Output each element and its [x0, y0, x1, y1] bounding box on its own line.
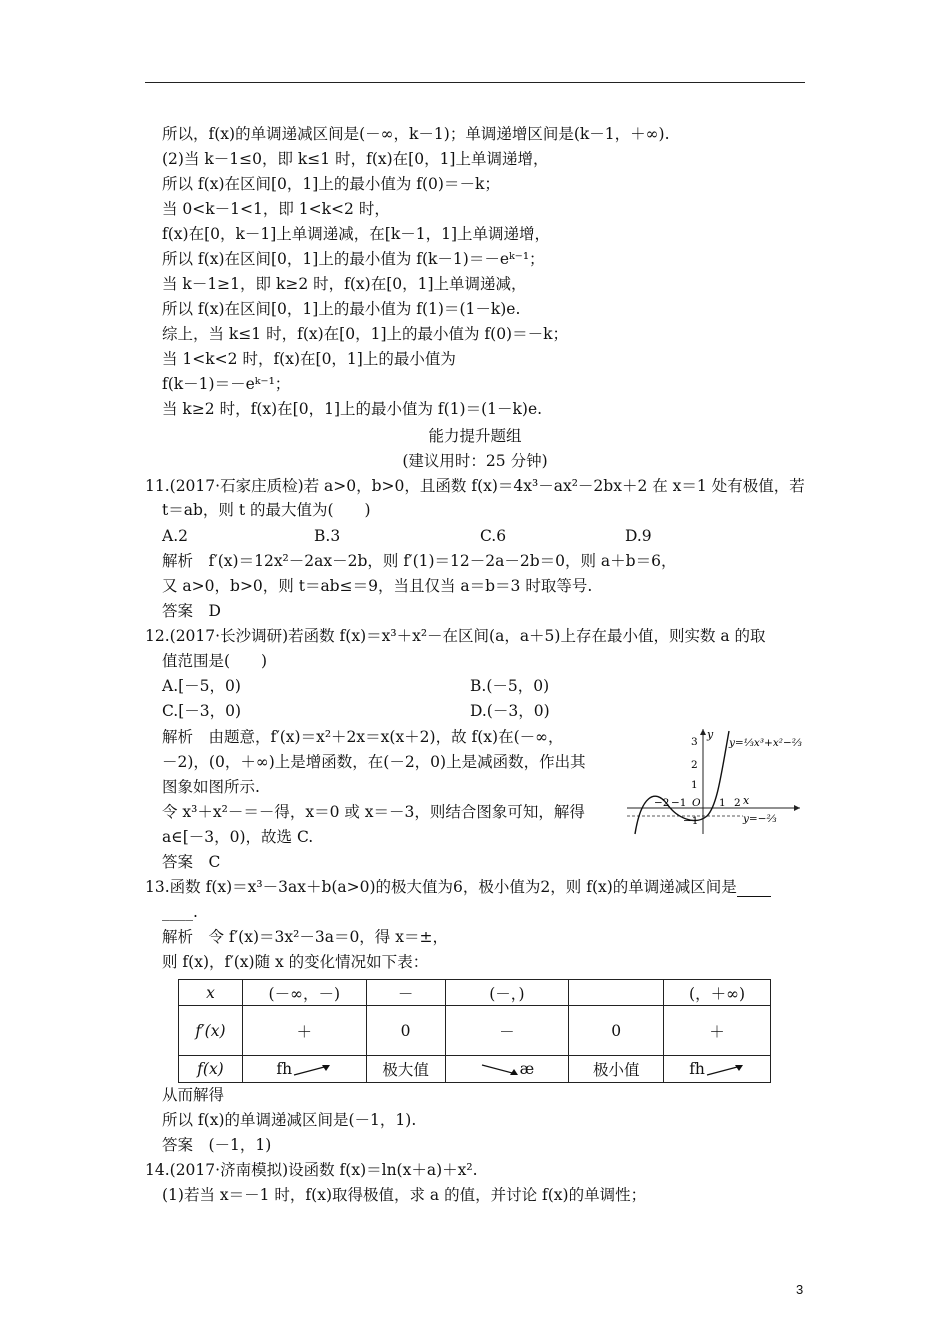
text-line: 当 k≥2 时，f(x)在[0，1]上的最小值为 f(1)＝(1－k)e. [162, 400, 543, 418]
q12-option-c: C.[－3，0) [162, 702, 242, 720]
text-line: 所以 f(x)的单调递减区间是(－1，1). [162, 1111, 417, 1129]
tick-y-2: 2 [691, 759, 698, 771]
table-row [179, 980, 771, 1006]
tick-x-neg2: −2 [654, 797, 670, 809]
text-line: 从而解得 [162, 1086, 225, 1104]
text-line: 图象如图所示. [162, 778, 260, 796]
origin-label: O [692, 797, 701, 809]
table-row [179, 1006, 771, 1056]
text-line: 又 a>0，b>0，则 t＝ab≤＝9，当且仅当 a＝b＝3 时取等号. [162, 577, 593, 595]
increasing-arrow-cell: fh [689, 1060, 745, 1078]
table-cell: ＋ [242, 1006, 366, 1056]
text-line: (1)若当 x＝－1 时，f(x)取得极值，求 a 的值，并讨论 f(x)的单调性； [162, 1186, 647, 1204]
table-cell: － [366, 980, 445, 1006]
tick-x-neg1: −1 [671, 797, 687, 809]
table-cell: f′(x) [179, 1006, 243, 1056]
table-cell: － [445, 1006, 569, 1056]
page-number: 3 [796, 1282, 804, 1297]
text-line: 解析 令 f′(x)＝3x²－3a＝0，得 x＝±， [162, 928, 448, 946]
tick-x-1: 1 [719, 797, 726, 809]
text-line: 12.(2017·长沙调研)若函数 f(x)＝x³＋x²－在区间(a，a＋5)上存在最小值，则实数 a 的取 [145, 627, 766, 645]
table-cell [664, 1056, 771, 1083]
text-line: 所以 f(x)在区间[0，1]上的最小值为 f(1)＝(1－k)e. [162, 300, 521, 318]
text-line: 所以 f(x)在区间[0，1]上的最小值为 f(0)＝－k； [162, 175, 500, 193]
text-line: 令 x³＋x²－＝－得，x＝0 或 x＝－3，则结合图象可知，解得 [162, 803, 585, 821]
text-line: 当 1<k<2 时，f(x)在[0，1]上的最小值为 [162, 350, 456, 368]
up-arrow-icon [705, 1063, 745, 1077]
table-cell: 极大值 [366, 1056, 445, 1083]
section-title: 能力提升题组 [428, 427, 522, 445]
table-cell [242, 1056, 366, 1083]
variation-table [178, 979, 771, 1083]
text-line: t＝ab，则 t 的最大值为( ) [162, 501, 371, 519]
text-line: 则 f(x)，f′(x)随 x 的变化情况如下表： [162, 953, 429, 971]
table-cell: ＋ [664, 1006, 771, 1056]
q13-stem-text: 13.函数 f(x)＝x³－3ax＋b(a>0)的极大值为6，极小值为2，则 f(x)的单调递减区间是 [145, 878, 737, 896]
table-cell: f(x) [179, 1056, 243, 1083]
text-line: 解析 由题意，f′(x)＝x²＋2x＝x(x＋2)，故 f(x)在(－∞， [162, 728, 564, 746]
decreasing-arrow-cell: æ [480, 1060, 535, 1078]
up-arrow-icon [292, 1063, 332, 1077]
text-line: 答案 D [162, 602, 221, 620]
table-cell: (－，) [445, 980, 569, 1006]
section-subtitle: (建议用时：25 分钟) [402, 452, 548, 470]
down-arrow-icon [480, 1063, 520, 1077]
text-line: ____. [162, 903, 198, 921]
q12-option-a: A.[－5，0) [162, 677, 241, 695]
y-axis-arrow-icon [700, 729, 706, 735]
y-axis-label: y [707, 728, 714, 741]
text-line: f(k－1)＝－eᵏ⁻¹； [162, 375, 291, 393]
text-line: 14.(2017·济南模拟)设函数 f(x)＝ln(x＋a)＋x². [145, 1161, 478, 1179]
table-cell: x [179, 980, 243, 1006]
table-cell: 0 [366, 1006, 445, 1056]
tick-y-3: 3 [691, 736, 698, 748]
q12-option-d: D.(－3，0) [470, 702, 550, 720]
text-line: f(x)在[0，k－1]上单调递减，在[k－1，1]上单调递增， [162, 225, 550, 243]
header-rule [145, 82, 805, 83]
text-line: 当 0<k－1<1，即 1<k<2 时， [162, 200, 390, 218]
table-cell: 0 [569, 1006, 664, 1056]
q11-option-a: A.2 [162, 527, 188, 545]
curve-label: y=⅓x³+x²−⅔ [729, 737, 802, 749]
text-line: 解析 f′(x)＝12x²－2ax－2b，则 f′(1)＝12－2a－2b＝0，则 a＋b＝6， [162, 552, 677, 570]
text-line: (2)当 k－1≤0，即 k≤1 时，f(x)在[0，1]上单调递增， [162, 150, 549, 168]
text-line: 当 k－1≥1，即 k≥2 时，f(x)在[0，1]上单调递减， [162, 275, 527, 293]
table-row [179, 1056, 771, 1083]
q11-option-c: C.6 [480, 527, 507, 545]
table-cell: 极小值 [569, 1056, 664, 1083]
x-axis-label: x [743, 794, 750, 807]
table-cell: (－∞，－) [242, 980, 366, 1006]
text-line: 11.(2017·石家庄质检)若 a>0，b>0，且函数 f(x)＝4x³－ax²－2bx＋2 在 x＝1 处有极值，若 [145, 477, 805, 495]
table-cell: (，＋∞) [664, 980, 771, 1006]
text-line: a∈[－3，0)，故选 C. [162, 828, 314, 846]
function-graph [625, 726, 805, 836]
text-line: 答案 (－1，1) [162, 1136, 272, 1154]
tick-y-neg1: −1 [683, 815, 699, 827]
text-line: 综上，当 k≤1 时，f(x)在[0，1]上的最小值为 f(0)＝－k； [162, 325, 568, 343]
text-line: 所以 f(x)在区间[0，1]上的最小值为 f(k－1)＝－eᵏ⁻¹； [162, 250, 545, 268]
tick-x-2: 2 [734, 797, 741, 809]
q11-option-d: D.9 [625, 527, 652, 545]
q12-option-b: B.(－5，0) [470, 677, 550, 695]
text-line: －2)，(0，＋∞)上是增函数，在(－2，0)上是减函数，作出其 [162, 753, 586, 771]
line-label: y=−⅔ [743, 813, 777, 825]
curve [635, 731, 729, 834]
q13-stem [145, 877, 771, 897]
tick-y-1: 1 [691, 779, 698, 791]
text-line: 所以，f(x)的单调递减区间是(－∞，k－1)；单调递增区间是(k－1，＋∞). [162, 125, 670, 143]
table-cell [445, 1056, 569, 1083]
q11-option-b: B.3 [314, 527, 341, 545]
answer-blank [737, 882, 771, 897]
text-line: 值范围是( ) [162, 652, 268, 670]
increasing-arrow-cell: fh [276, 1060, 332, 1078]
table-cell [569, 980, 664, 1006]
x-axis-arrow-icon [794, 805, 800, 811]
text-line: 答案 C [162, 853, 221, 871]
